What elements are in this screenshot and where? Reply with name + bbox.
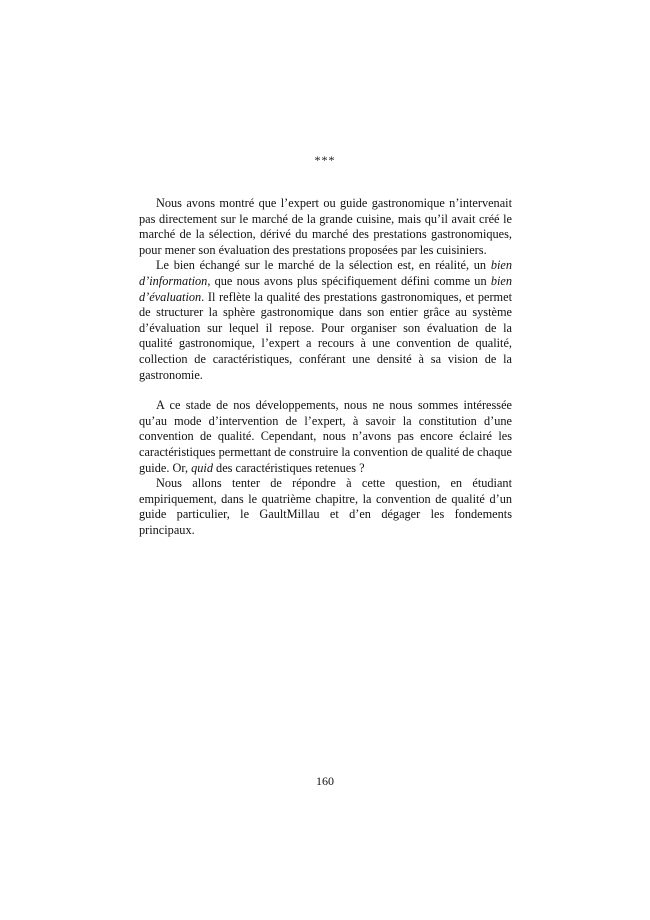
paragraph-2: [139, 258, 512, 383]
page-number: 160: [316, 774, 334, 788]
paragraph-3-text-b: des caractéristiques retenues ?: [212, 460, 365, 475]
paragraph-3-text-a: A ce stade de nos développements, nous ne nous sommes intéressée qu’au mode d’intervention de l’expert, à savoir la constitution d’une convention de qualité. Cependant, nous n’avons pas encore éclairé les caractéristiques permettant de construire la convention de qualité de chaque guide. Or,: [139, 398, 512, 475]
body-text: [139, 196, 512, 538]
term-bien-information: bien d’information: [139, 258, 512, 288]
paragraph-2-text-c: . Il reflète la qualité des prestations gastronomiques, et permet de structurer la sphère gastronomique dans son entier grâce au système d’évaluation sur lequel il repose. Pour organiser son évaluation de la qualité gastronomique, l’expert a recours à une convention de qualité, collection de caractéristiques, conférant une densité à sa vision de la gastronomie.: [139, 289, 512, 382]
section-separator: ***: [314, 153, 336, 167]
paragraph-1: [139, 196, 512, 258]
paragraph-3: [139, 398, 512, 476]
paragraph-4-text: Nous allons tenter de répondre à cette question, en étudiant empiriquement, dans le quatrième chapitre, la convention de qualité d’un guide particulier, le GaultMillau et d’en dégager les fondements principaux.: [139, 476, 512, 537]
term-quid: quid: [191, 460, 213, 475]
paragraph-4: [139, 476, 512, 538]
paragraph-2-text-b: , que nous avons plus spécifiquement défini comme un: [207, 273, 491, 288]
paragraph-2-text-a: Le bien échangé sur le marché de la sélection est, en réalité, un: [156, 258, 491, 273]
term-bien-evaluation: bien d’évaluation: [139, 273, 512, 304]
paragraph-1-text: Nous avons montré que l’expert ou guide gastronomique n’intervenait pas directement sur le marché de la grande cuisine, mais qu’il avait créé le marché de la sélection, dérivé du marché des prestations gastronomiques, pour mener son évaluation des prestations proposées par les cuisiniers.: [139, 196, 512, 257]
